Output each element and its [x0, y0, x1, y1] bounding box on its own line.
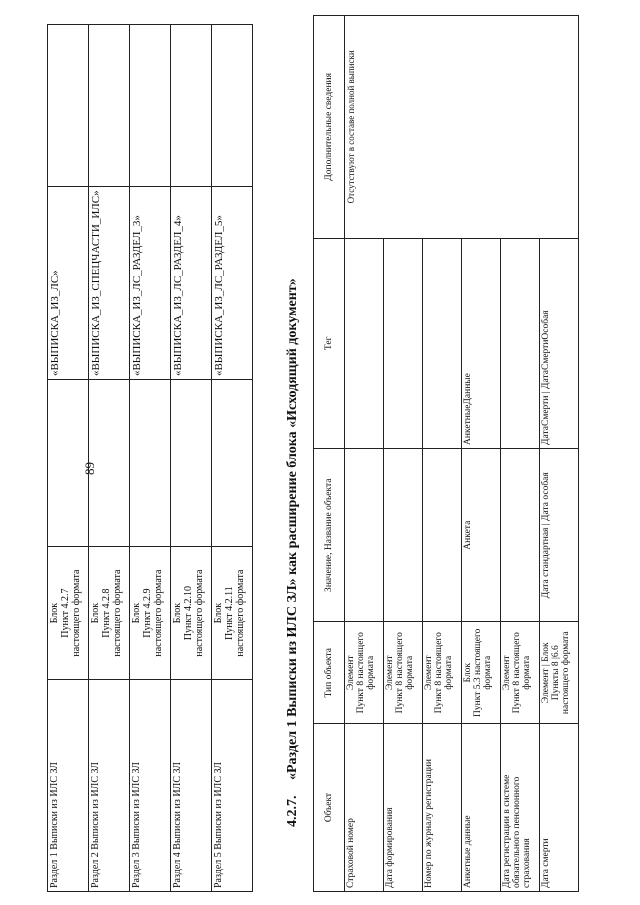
type-line: Пункт 4.2.9 — [142, 588, 153, 638]
object-type-cell — [423, 622, 462, 724]
type-line: Блок — [463, 663, 473, 683]
object-type-cell — [540, 622, 579, 724]
type-line: Пункт 5.3 настоящего — [473, 628, 483, 717]
block-type-cell — [89, 547, 130, 680]
object-cell: Дата формирования — [384, 724, 423, 892]
object-type-cell — [384, 622, 423, 724]
type-line: Пункт 4.2.7 — [60, 588, 71, 638]
table-row — [48, 25, 89, 892]
block-tag-cell: «ВЫПИСКА_ИЗ_ЛС_РАЗДЕЛ_4» — [171, 187, 212, 380]
type-line: формата — [405, 655, 415, 690]
section-number: 4.2.7. — [285, 795, 300, 827]
block-type-cell — [171, 547, 212, 680]
type-line: Пункты 8 |6.6 — [551, 645, 561, 701]
block-tag-cell: «ВЫПИСКА_ИЗ_ЛС_РАЗДЕЛ_5» — [212, 187, 253, 380]
header-object: Объект — [314, 724, 345, 892]
type-line: Пункт 8 настоящего — [356, 632, 366, 714]
extra-info-cell: Отсутствуют в составе полной выписки — [345, 16, 579, 239]
block-tag-cell: «ВЫПИСКА_ИЗ_СПЕЦЧАСТИ_ИЛС» — [89, 187, 130, 380]
type-line: настоящего формата — [71, 569, 82, 657]
empty-cell — [171, 380, 212, 547]
object-tag-cell — [423, 238, 462, 448]
empty-cell — [171, 25, 212, 187]
object-tag-cell — [384, 238, 423, 448]
empty-cell — [130, 380, 171, 547]
empty-cell — [130, 25, 171, 187]
table-row — [171, 25, 212, 892]
page-number: 89 — [82, 462, 97, 475]
table-header-row — [314, 16, 345, 892]
table-row — [212, 25, 253, 892]
type-line: Пункт 8 настоящего — [395, 632, 405, 714]
object-cell: Номер по журналу регистрации — [423, 724, 462, 892]
empty-cell — [48, 380, 89, 547]
fields-table — [313, 15, 579, 892]
object-value-cell — [501, 448, 540, 622]
table-row — [345, 16, 384, 892]
type-line: Элемент — [346, 655, 356, 691]
type-line: Пункт 8 настоящего — [434, 632, 444, 714]
table-row — [89, 25, 130, 892]
type-line: Элемент — [424, 655, 434, 691]
block-name-cell: Раздел 4 Выписки из ИЛС ЗЛ — [171, 679, 212, 891]
table-row — [130, 25, 171, 892]
blocks-table — [47, 24, 253, 892]
object-value-cell: Дата стандартная | Дата особая — [540, 448, 579, 622]
block-name-cell: Раздел 5 Выписки из ИЛС ЗЛ — [212, 679, 253, 891]
header-tag: Тег — [314, 238, 345, 448]
type-line: Блок — [90, 602, 101, 624]
object-type-cell — [501, 622, 540, 724]
object-tag-cell — [501, 238, 540, 448]
empty-cell — [212, 25, 253, 187]
block-name-cell: Раздел 3 Выписки из ИЛС ЗЛ — [130, 679, 171, 891]
type-line: Пункт 8 настоящего — [512, 632, 522, 714]
object-cell: Дата смерти — [540, 724, 579, 892]
header-type: Тип объекта — [314, 622, 345, 724]
type-line: формата — [522, 655, 532, 690]
block-tag-cell: «ВЫПИСКА_ИЗ_ЛС_РАЗДЕЛ_3» — [130, 187, 171, 380]
object-value-cell — [423, 448, 462, 622]
type-line: настоящего формата — [561, 631, 571, 715]
empty-cell — [89, 380, 130, 547]
type-line: Пункт 4.2.10 — [183, 586, 194, 641]
type-line: Блок — [131, 602, 142, 624]
type-line: настоящего формата — [235, 569, 246, 657]
type-line: настоящего формата — [194, 569, 205, 657]
object-value-cell — [345, 448, 384, 622]
object-tag-cell: АнкетныеДанные — [462, 238, 501, 448]
block-type-cell — [212, 547, 253, 680]
object-type-cell — [462, 622, 501, 724]
type-line: настоящего формата — [112, 569, 123, 657]
object-cell: Страховой номер — [345, 724, 384, 892]
block-type-cell — [48, 547, 89, 680]
type-line: Элемент — [385, 655, 395, 691]
type-line: Блок — [172, 602, 183, 624]
type-line: формата — [483, 655, 493, 690]
object-cell: Анкетные данные — [462, 724, 501, 892]
empty-cell — [48, 25, 89, 187]
block-name-cell: Раздел 2 Выписки из ИЛС ЗЛ — [89, 679, 130, 891]
section-title: «Раздел 1 Выписки из ИЛС ЗЛ» как расширение блока «Исходящий документ» — [285, 278, 300, 780]
empty-cell — [212, 380, 253, 547]
object-value-cell: Анкета — [462, 448, 501, 622]
type-line: Пункт 4.2.11 — [224, 586, 235, 641]
type-line: настоящего формата — [153, 569, 164, 657]
type-line: Элемент — [502, 655, 512, 691]
section-heading — [285, 278, 301, 827]
block-tag-cell: «ВЫПИСКА_ИЗ_ЛС» — [48, 187, 89, 380]
header-extra: Дополнительные сведения — [314, 16, 345, 239]
type-line: Блок — [213, 602, 224, 624]
object-type-cell — [345, 622, 384, 724]
type-line: Пункт 4.2.8 — [101, 588, 112, 638]
type-line: Элемент | Блок — [541, 642, 551, 704]
empty-cell — [89, 25, 130, 187]
object-tag-cell: ДатаСмерти | ДатаСмертиОсобая — [540, 238, 579, 448]
block-type-cell — [130, 547, 171, 680]
object-tag-cell — [345, 238, 384, 448]
object-value-cell — [384, 448, 423, 622]
type-line: Блок — [49, 602, 60, 624]
type-line: формата — [444, 655, 454, 690]
object-cell: Дата регистрации в системе обязательного пенсионного страхования — [501, 724, 540, 892]
block-name-cell: Раздел 1 Выписки из ИЛС ЗЛ — [48, 679, 89, 891]
type-line: формата — [366, 655, 376, 690]
header-value: Значение, Название объекта — [314, 448, 345, 622]
